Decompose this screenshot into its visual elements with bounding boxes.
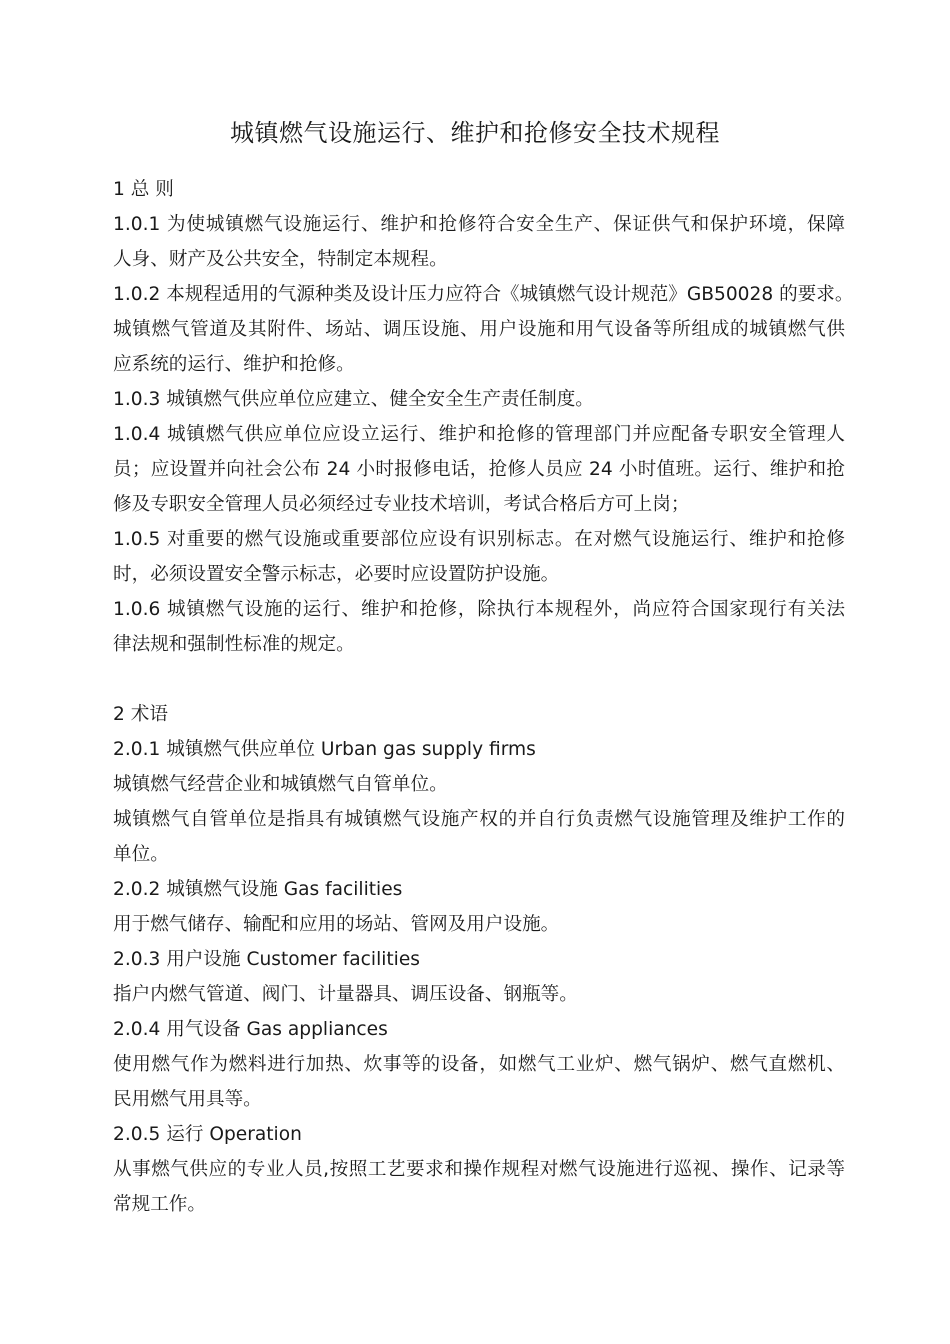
document-body	[113, 172, 854, 1222]
document-title: 城镇燃气设施运行、维护和抢修安全技术规程	[230, 119, 720, 147]
paragraph-line: 1.0.2 本规程适用的气源种类及设计压力应符合《城镇燃气设计规范》GB50028 的要求。	[113, 284, 854, 305]
paragraph-line: 1.0.4 城镇燃气供应单位应设立运行、维护和抢修的管理部门并应配备专职安全管理人	[113, 424, 845, 445]
paragraph-line: 2.0.2 城镇燃气设施 Gas facilities	[113, 879, 403, 900]
paragraph-line: 2.0.3 用户设施 Customer facilities	[113, 949, 420, 970]
paragraph-line: 城镇燃气经营企业和城镇燃气自管单位。	[113, 774, 448, 795]
section-heading: 1 总 则	[113, 179, 174, 200]
paragraph-line: 指户内燃气管道、阀门、计量器具、调压设备、钢瓶等。	[113, 984, 578, 1005]
paragraph-line: 应系统的运行、维护和抢修。	[113, 354, 355, 375]
paragraph-line: 常规工作。	[113, 1194, 206, 1215]
paragraph-line: 用于燃气储存、输配和应用的场站、管网及用户设施。	[113, 914, 560, 935]
paragraph-line: 1.0.5 对重要的燃气设施或重要部位应设有识别标志。在对燃气设施运行、维护和抢修	[113, 529, 845, 550]
paragraph-line: 1.0.1 为使城镇燃气设施运行、维护和抢修符合安全生产、保证供气和保护环境，保障	[113, 214, 845, 235]
paragraph-line: 民用燃气用具等。	[113, 1089, 262, 1110]
paragraph-line: 2.0.4 用气设备 Gas appliances	[113, 1019, 388, 1040]
paragraph-line: 员；应设置并向社会公布 24 小时报修电话，抢修人员应 24 小时值班。运行、维护和抢	[113, 459, 845, 480]
section-spacer	[113, 662, 845, 697]
paragraph-line: 单位。	[113, 844, 169, 865]
paragraph-line: 人身、财产及公共安全，特制定本规程。	[113, 249, 448, 270]
paragraph-line: 1.0.6 城镇燃气设施的运行、维护和抢修，除执行本规程外，尚应符合国家现行有关法	[113, 599, 845, 620]
paragraph-line: 城镇燃气管道及其附件、场站、调压设施、用户设施和用气设备等所组成的城镇燃气供	[113, 319, 845, 340]
paragraph-line: 修及专职安全管理人员必须经过专业技术培训，考试合格后方可上岗；	[113, 494, 690, 515]
paragraph-line: 2.0.5 运行 Operation	[113, 1124, 302, 1145]
paragraph-line: 律法规和强制性标准的规定。	[113, 634, 355, 655]
paragraph-line: 使用燃气作为燃料进行加热、炊事等的设备，如燃气工业炉、燃气锅炉、燃气直燃机、	[113, 1054, 845, 1075]
paragraph-line: 从事燃气供应的专业人员,按照工艺要求和操作规程对燃气设施进行巡视、操作、记录等	[113, 1159, 845, 1180]
paragraph-line: 城镇燃气自管单位是指具有城镇燃气设施产权的并自行负责燃气设施管理及维护工作的	[113, 809, 845, 830]
paragraph-line: 1.0.3 城镇燃气供应单位应建立、健全安全生产责任制度。	[113, 389, 594, 410]
section-heading: 2 术语	[113, 704, 168, 725]
paragraph-line: 时，必须设置安全警示标志，必要时应设置防护设施。	[113, 564, 560, 585]
paragraph-line: 2.0.1 城镇燃气供应单位 Urban gas supply firms	[113, 739, 536, 760]
